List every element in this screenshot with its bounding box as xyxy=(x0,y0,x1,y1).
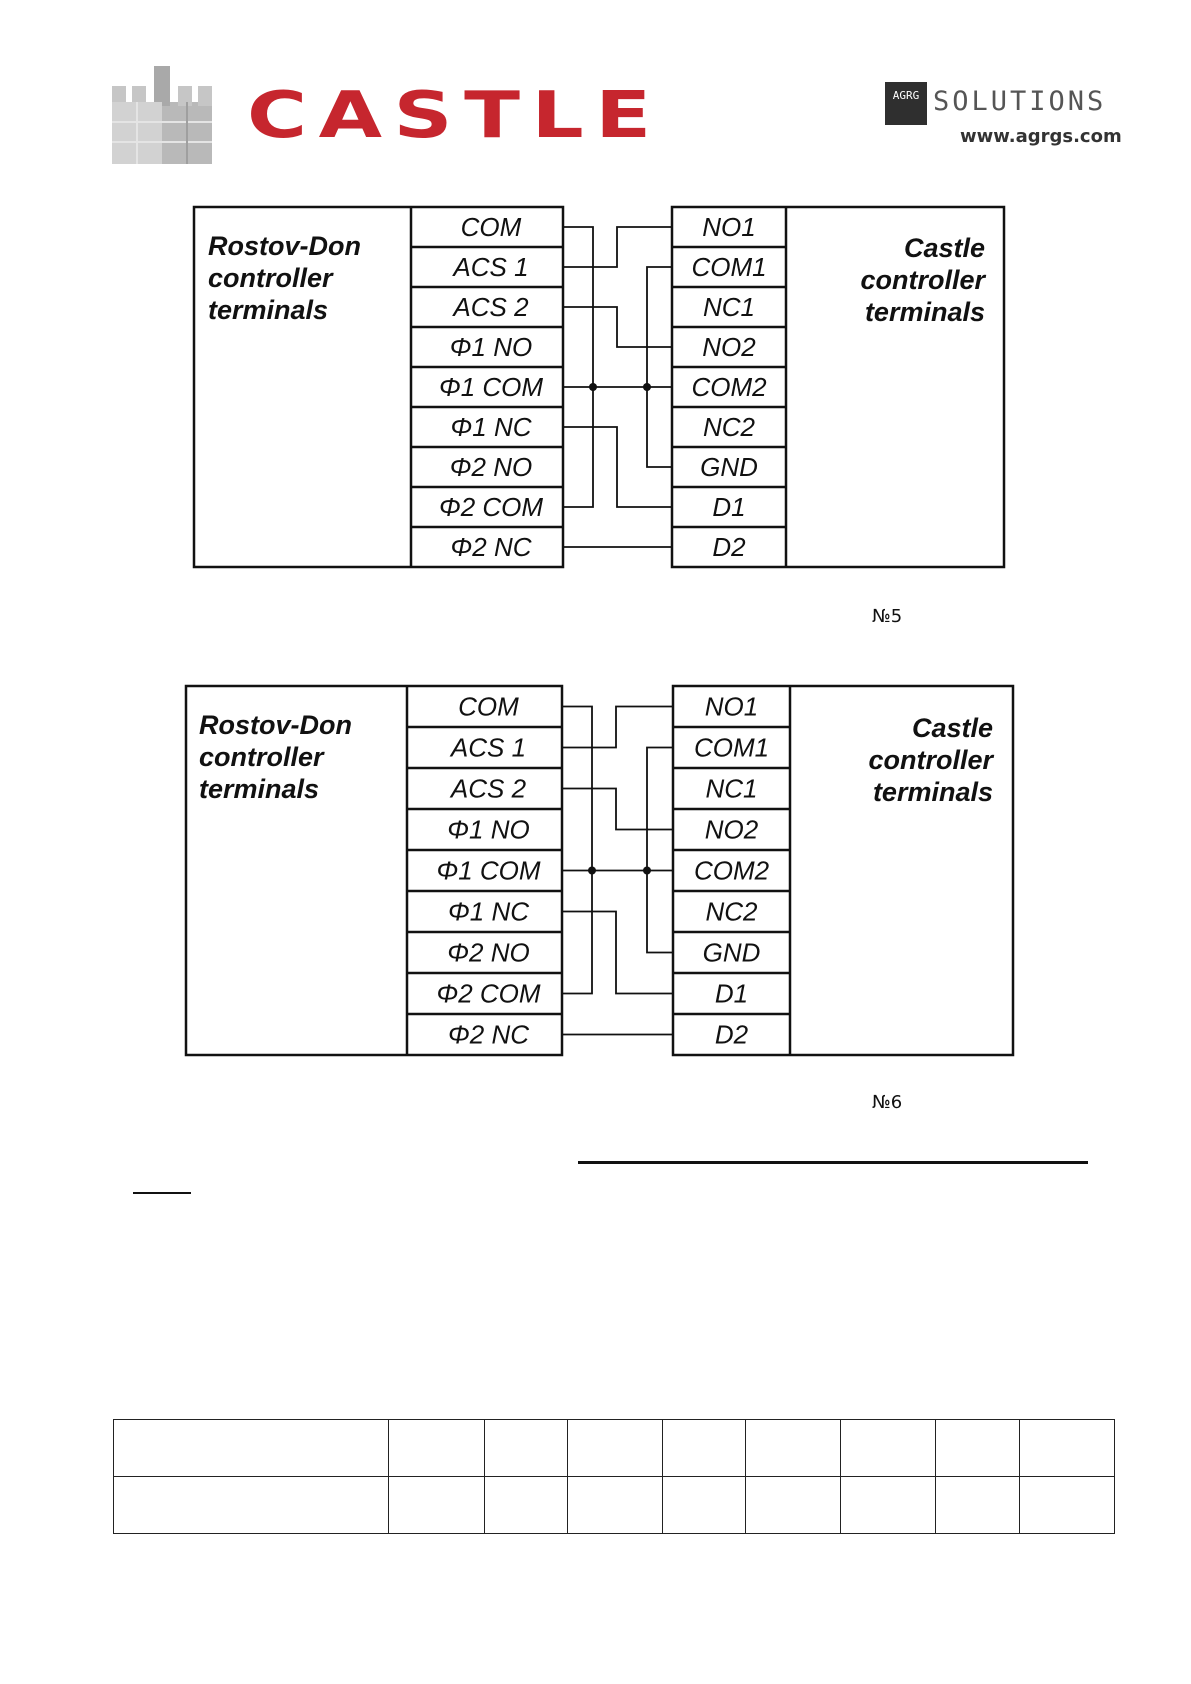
right-terminal-label: COM2 xyxy=(691,372,767,402)
table-cell xyxy=(389,1477,485,1534)
right-terminal-label: NO2 xyxy=(702,332,756,362)
figure-number: №5 xyxy=(872,606,903,627)
left-terminal-label: ACS 1 xyxy=(450,732,527,763)
table-cell xyxy=(663,1477,746,1534)
brand-name: CASTLE xyxy=(247,79,663,153)
left-terminal-label: Φ2 COM xyxy=(438,492,544,522)
junction-dot xyxy=(643,383,651,391)
table-cell xyxy=(746,1477,841,1534)
table-cell xyxy=(568,1420,663,1477)
right-terminal-label: NC2 xyxy=(705,896,758,927)
left-terminal-label: Φ1 NO xyxy=(447,814,530,845)
table-cell xyxy=(936,1477,1020,1534)
table-cell xyxy=(114,1420,389,1477)
table-cell xyxy=(746,1420,841,1477)
right-title-line: controller xyxy=(860,265,985,295)
wire-acs2-no2 xyxy=(562,789,673,830)
right-terminal-label: NC2 xyxy=(702,412,756,442)
right-terminal-label: NO2 xyxy=(704,814,759,845)
table-cell xyxy=(1020,1420,1115,1477)
left-terminal-label: Φ1 NC xyxy=(448,896,529,927)
right-terminal-label: NC1 xyxy=(705,773,758,804)
left-title-line: Rostov-Don xyxy=(199,710,352,740)
table-cell xyxy=(1020,1477,1115,1534)
wire-com-bus xyxy=(562,707,592,994)
wire-com1-gnd xyxy=(647,748,673,953)
right-terminal-label: NO1 xyxy=(702,212,756,242)
right-title-line: controller xyxy=(868,745,993,775)
table-cell xyxy=(841,1420,936,1477)
left-terminal-label: ACS 2 xyxy=(453,292,529,322)
left-terminal-label: Φ1 NO xyxy=(449,332,533,362)
right-terminal-label: COM1 xyxy=(691,252,767,282)
right-terminal-label: GND xyxy=(700,452,758,482)
left-title-line: Rostov-Don xyxy=(208,231,361,261)
right-terminal-label: D1 xyxy=(712,492,746,522)
left-terminal-label: Φ1 COM xyxy=(438,372,544,402)
right-title-line: terminals xyxy=(864,297,985,327)
right-terminal-label: COM1 xyxy=(693,732,770,763)
divider-line xyxy=(133,1192,191,1194)
table-cell xyxy=(568,1477,663,1534)
left-terminal-label: Φ2 NO xyxy=(447,937,530,968)
divider-line xyxy=(578,1161,1088,1164)
left-terminal-label: Φ2 NC xyxy=(450,532,532,562)
table-row xyxy=(114,1420,1115,1477)
partner-badge: AGRG xyxy=(885,82,927,125)
table-cell xyxy=(485,1420,568,1477)
table-cell xyxy=(485,1477,568,1534)
table-cell xyxy=(936,1420,1020,1477)
table-cell xyxy=(389,1420,485,1477)
left-title-line: controller xyxy=(208,263,333,293)
junction-dot xyxy=(588,867,596,875)
left-terminal-label: Φ1 NC xyxy=(450,412,532,442)
left-terminal-label: COM xyxy=(460,212,522,242)
right-terminal-label: GND xyxy=(702,937,761,968)
right-terminal-label: D2 xyxy=(712,532,746,562)
left-terminal-label: ACS 1 xyxy=(453,252,529,282)
right-terminal-label: NO1 xyxy=(704,691,759,722)
left-terminal-label: Φ1 COM xyxy=(436,855,541,886)
left-terminal-label: COM xyxy=(458,691,519,722)
table-cell xyxy=(663,1420,746,1477)
wiring-diagram-6 xyxy=(186,686,1013,1055)
partner-name: SOLUTIONS xyxy=(933,86,1107,117)
table-cell xyxy=(114,1477,389,1534)
right-title-line: Castle xyxy=(903,233,985,263)
right-terminal-label: NC1 xyxy=(702,292,756,322)
left-title-line: terminals xyxy=(208,295,329,325)
left-title-line: controller xyxy=(199,742,324,772)
wire-acs1-no1 xyxy=(562,707,673,748)
left-terminal-label: ACS 2 xyxy=(450,773,527,804)
left-terminal-label: Φ2 NC xyxy=(448,1019,529,1050)
right-title-line: Castle xyxy=(911,713,993,743)
data-table xyxy=(113,1419,1115,1534)
wire-acs1-no1 xyxy=(563,227,672,267)
figure-number: №6 xyxy=(872,1092,903,1113)
table-cell xyxy=(841,1477,936,1534)
junction-dot xyxy=(643,867,651,875)
website-link[interactable]: www.agrgs.com xyxy=(960,126,1122,147)
left-title-line: terminals xyxy=(199,774,320,804)
table-row xyxy=(114,1477,1115,1534)
right-terminal-label: D2 xyxy=(714,1019,749,1050)
wiring-diagram-5 xyxy=(194,207,1004,567)
wire-com1-gnd xyxy=(647,267,672,467)
right-title-line: terminals xyxy=(872,777,993,807)
left-terminal-label: Φ2 NO xyxy=(449,452,533,482)
wire-acs2-no2 xyxy=(563,307,672,347)
wire-com-bus xyxy=(563,227,593,507)
left-terminal-label: Φ2 COM xyxy=(436,978,541,1009)
right-terminal-label: COM2 xyxy=(693,855,770,886)
right-terminal-label: D1 xyxy=(714,978,749,1009)
junction-dot xyxy=(589,383,597,391)
